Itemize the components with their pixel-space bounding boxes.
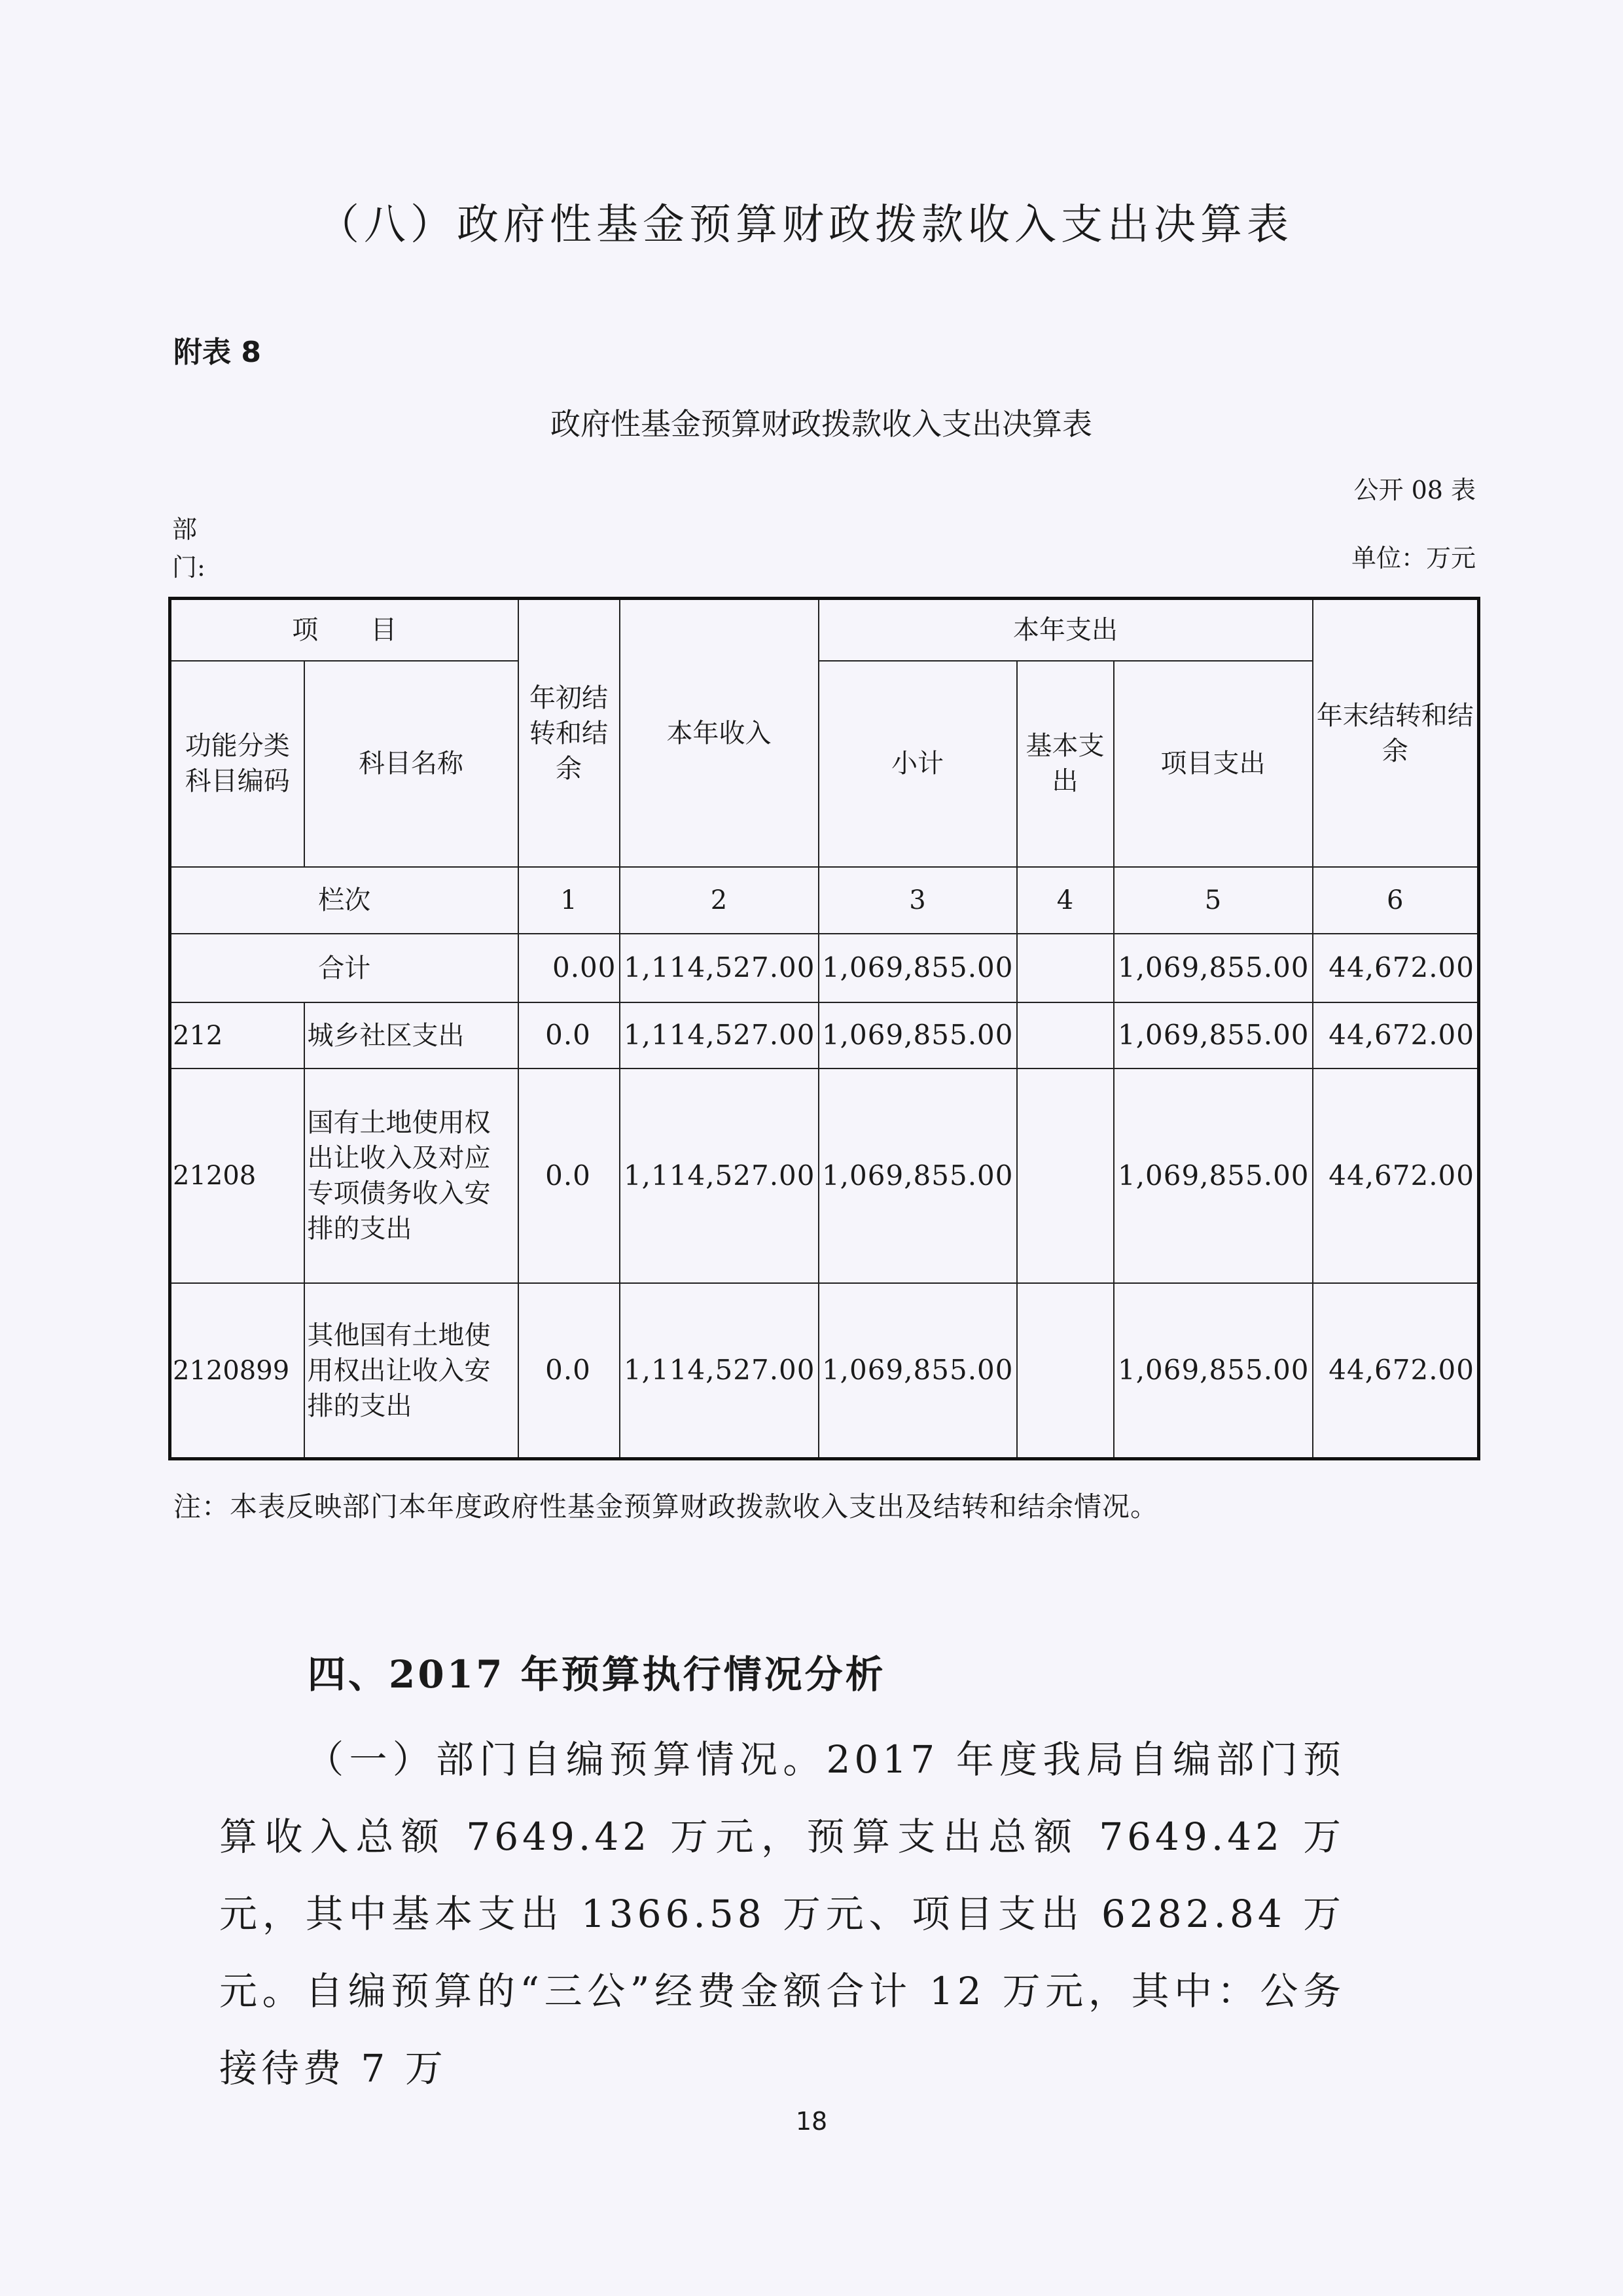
row-income: 1,114,527.00	[620, 1002, 819, 1069]
column-index-5: 5	[1114, 867, 1313, 934]
total-income: 1,114,527.00	[620, 934, 819, 1002]
table-row	[170, 1283, 1479, 1458]
table-title: 政府性基金预算财政拨款收入支出决算表	[550, 406, 1092, 442]
column-index-1: 1	[518, 867, 620, 934]
row-basic	[1017, 1069, 1114, 1283]
row-closing: 44,672.00	[1313, 1069, 1479, 1283]
row-income: 1,114,527.00	[620, 1283, 819, 1458]
table-row	[170, 1069, 1479, 1283]
total-row	[170, 934, 1479, 1002]
row-code: 21208	[170, 1069, 304, 1283]
total-opening: 0.00	[518, 934, 620, 1002]
body-paragraph	[219, 1721, 1345, 2107]
header-func-code: 功能分类科目编码	[170, 661, 304, 867]
form-number: 公开 08 表	[1353, 476, 1476, 504]
row-closing: 44,672.00	[1313, 1002, 1479, 1069]
total-project: 1,069,855.00	[1114, 934, 1313, 1002]
total-closing: 44,672.00	[1313, 934, 1479, 1002]
header-project-expense: 项目支出	[1114, 661, 1313, 867]
header-basic-expense: 基本支出	[1017, 661, 1114, 867]
row-code: 2120899	[170, 1283, 304, 1458]
department-label: 部门:	[172, 515, 205, 582]
header-current-expense: 本年支出	[819, 599, 1313, 661]
row-project: 1,069,855.00	[1114, 1002, 1313, 1069]
fund-budget-table	[168, 597, 1480, 1460]
column-index-2: 2	[620, 867, 819, 934]
row-income: 1,114,527.00	[620, 1069, 819, 1283]
header-subtotal: 小计	[819, 661, 1017, 867]
row-code: 212	[170, 1002, 304, 1069]
page-number: 18	[795, 2107, 828, 2136]
column-index-6: 6	[1313, 867, 1479, 934]
section-title: （八）政府性基金预算财政拨款收入支出决算表	[317, 201, 1293, 249]
header-opening-balance: 年初结转和结余	[518, 599, 620, 868]
column-index-label: 栏次	[170, 867, 518, 934]
row-opening: 0.0	[518, 1283, 620, 1458]
unit-label: 单位：万元	[1351, 544, 1476, 573]
row-closing: 44,672.00	[1313, 1283, 1479, 1458]
column-index-row	[170, 867, 1479, 934]
row-name: 国有土地使用权出让收入及对应专项债务收入安排的支出	[304, 1069, 518, 1283]
header-subject-name: 科目名称	[304, 661, 518, 867]
table-note: 注：本表反映部门本年度政府性基金预算财政拨款收入支出及结转和结余情况。	[173, 1491, 1159, 1523]
row-opening: 0.0	[518, 1069, 620, 1283]
total-label: 合计	[170, 934, 518, 1002]
row-project: 1,069,855.00	[1114, 1069, 1313, 1283]
appendix-label: 附表 8	[173, 336, 261, 369]
row-subtotal: 1,069,855.00	[819, 1283, 1017, 1458]
section4-title: 四、2017 年预算执行情况分析	[308, 1652, 886, 1697]
column-index-3: 3	[819, 867, 1017, 934]
row-subtotal: 1,069,855.00	[819, 1002, 1017, 1069]
row-subtotal: 1,069,855.00	[819, 1069, 1017, 1283]
row-opening: 0.0	[518, 1002, 620, 1069]
row-name: 城乡社区支出	[304, 1002, 518, 1069]
header-item: 项 目	[170, 599, 518, 661]
row-basic	[1017, 1002, 1114, 1069]
column-index-4: 4	[1017, 867, 1114, 934]
total-basic	[1017, 934, 1114, 1002]
body-paragraph-text: （一）部门自编预算情况。2017 年度我局自编部门预算收入总额 7649.42 万元，预算支出总额 7649.42 万元，其中基本支出 1366.58 万元、项目支出 6282.84 万元。自编预算的“三公”经费金额合计 12 万元，其中：公务接待费 7 万	[219, 1737, 1345, 2091]
table-row	[170, 1002, 1479, 1069]
row-basic	[1017, 1283, 1114, 1458]
header-current-income: 本年收入	[620, 599, 819, 868]
row-name: 其他国有土地使用权出让收入安排的支出	[304, 1283, 518, 1458]
header-closing-balance: 年末结转和结余	[1313, 599, 1479, 868]
row-project: 1,069,855.00	[1114, 1283, 1313, 1458]
total-subtotal: 1,069,855.00	[819, 934, 1017, 1002]
